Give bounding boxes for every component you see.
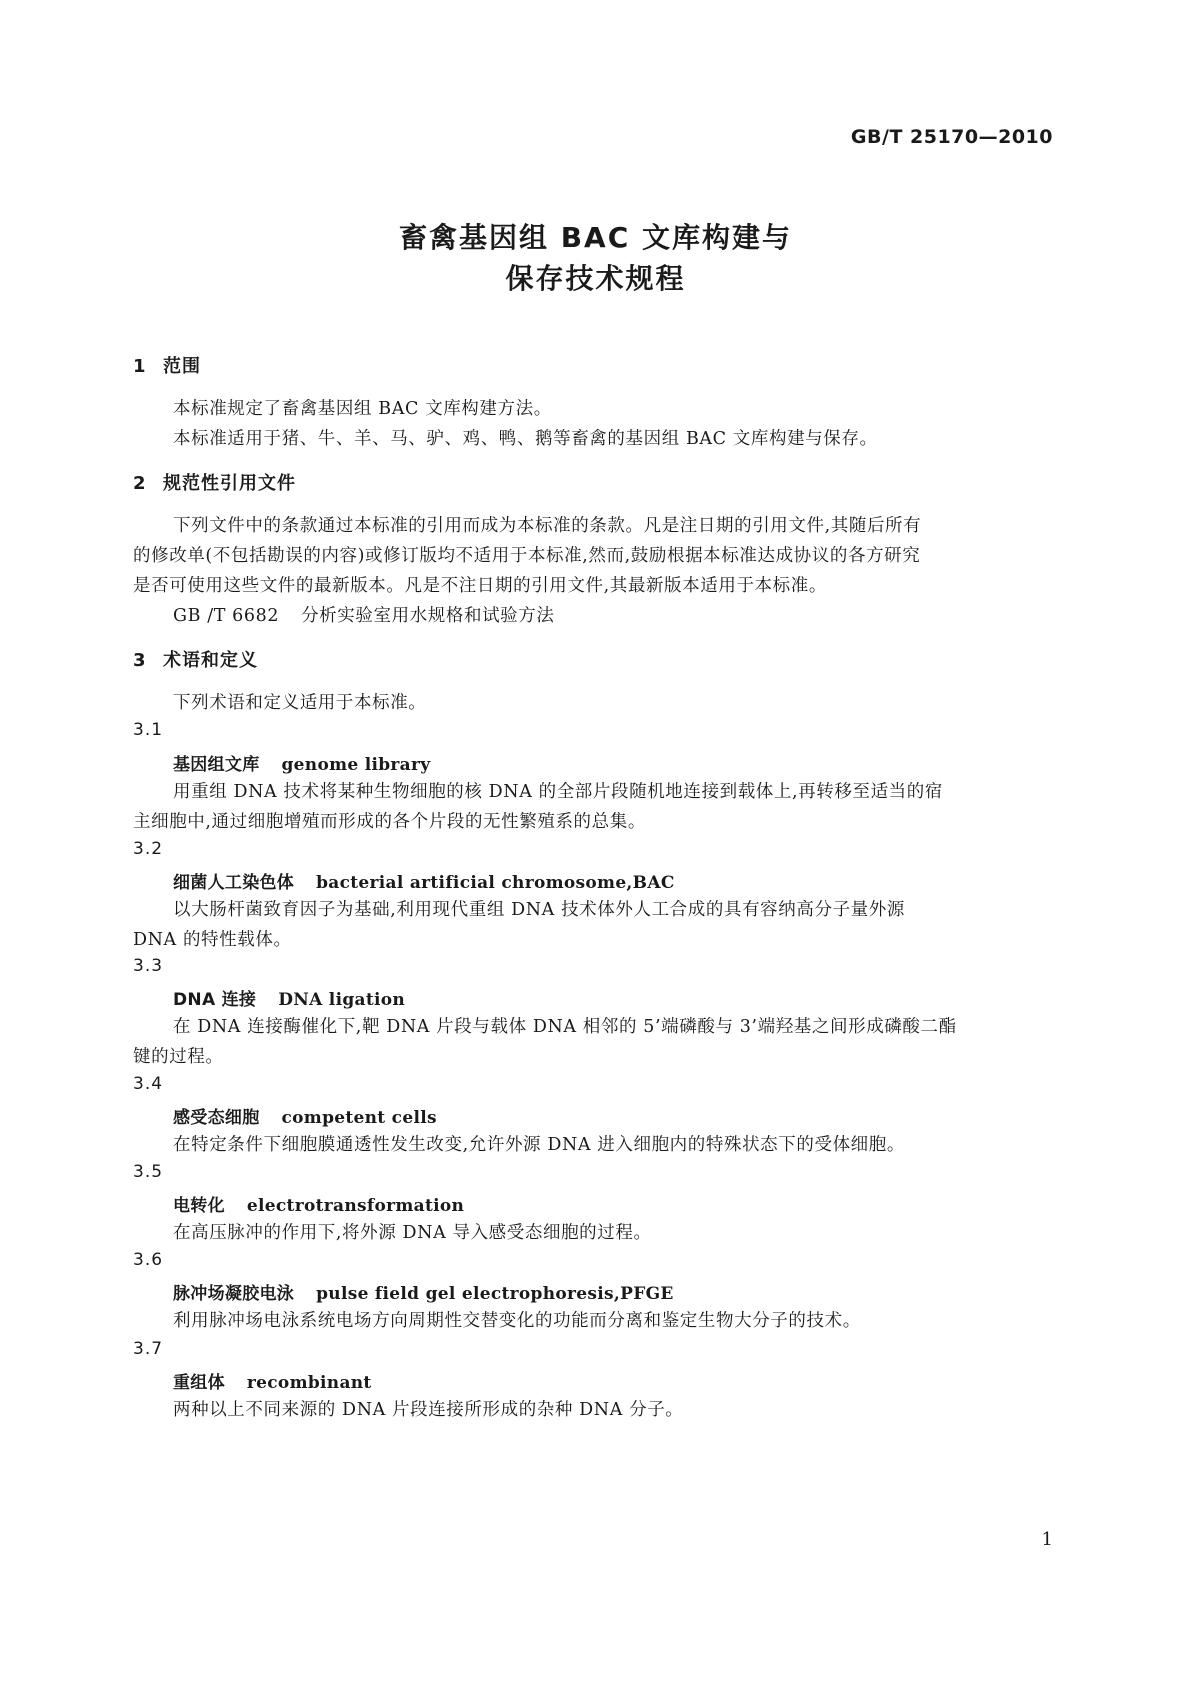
- paragraph: 本标准规定了畜禽基因组 BAC 文库构建方法。: [173, 399, 552, 419]
- section-title: 术语和定义: [163, 650, 258, 671]
- paragraph-line: 的修改单(不包括勘误的内容)或修订版均不适用于本标准,然而,鼓励根据本标准达成协议的各方研究: [133, 546, 921, 566]
- clause-number: 3.4: [133, 1074, 164, 1094]
- section-number: 2: [133, 473, 147, 494]
- normative-reference: [173, 602, 554, 627]
- definition-line: 在高压脉冲的作用下,将外源 DNA 导入感受态细胞的过程。: [173, 1223, 652, 1243]
- clause-number: 3.7: [133, 1339, 164, 1359]
- term-zh: 基因组文库: [173, 755, 260, 775]
- definition-line: DNA 的特性载体。: [133, 930, 292, 950]
- term-zh: DNA 连接: [173, 990, 257, 1010]
- section-number: 3: [133, 650, 147, 671]
- section-2-heading: [133, 469, 296, 495]
- definition-line: 两种以上不同来源的 DNA 片段连接所形成的杂种 DNA 分子。: [173, 1400, 684, 1420]
- page-number: 1: [1041, 1529, 1053, 1550]
- definition-line: 以大肠杆菌致育因子为基础,利用现代重组 DNA 技术体外人工合成的具有容纳高分子量外源: [173, 900, 905, 920]
- clause-number: 3.6: [133, 1250, 164, 1270]
- definition-line: 用重组 DNA 技术将某种生物细胞的核 DNA 的全部片段随机地连接到载体上,再转移至适当的宿: [173, 782, 943, 802]
- paragraph-line: 是否可使用这些文件的最新版本。凡是不注日期的引用文件,其最新版本适用于本标准。: [133, 576, 827, 596]
- term-zh: 细菌人工染色体: [173, 873, 295, 893]
- paragraph-line: 下列文件中的条款通过本标准的引用而成为本标准的条款。凡是注日期的引用文件,其随后所有: [173, 516, 922, 536]
- term-en: DNA ligation: [278, 990, 406, 1010]
- term-en: pulse field gel electrophoresis,PFGE: [316, 1284, 674, 1304]
- definition-line: 主细胞中,通过细胞增殖而形成的各个片段的无性繁殖系的总集。: [133, 812, 646, 832]
- definition-line: 在 DNA 连接酶催化下,靶 DNA 片段与载体 DNA 相邻的 5’端磷酸与 3’端羟基之间形成磷酸二酯: [173, 1017, 957, 1037]
- section-number: 1: [133, 356, 147, 377]
- section-1-heading: [133, 352, 201, 378]
- term-en: competent cells: [281, 1108, 437, 1128]
- document-title-line1: 畜禽基因组 BAC 文库构建与: [398, 221, 793, 254]
- term-heading: [173, 750, 430, 775]
- term-heading: [173, 985, 405, 1010]
- term-zh: 脉冲场凝胶电泳: [173, 1284, 295, 1304]
- term-heading: [173, 868, 675, 893]
- section-3-heading: [133, 646, 258, 672]
- paragraph: 本标准适用于猪、牛、羊、马、驴、鸡、鸭、鹅等畜禽的基因组 BAC 文库构建与保存。: [173, 429, 878, 449]
- clause-number: 3.2: [133, 839, 164, 859]
- clause-number: 3.3: [133, 956, 164, 976]
- reference-code: GB /T 6682: [173, 606, 280, 626]
- definition-line: 利用脉冲场电泳系统电场方向周期性交替变化的功能而分离和鉴定生物大分子的技术。: [173, 1311, 861, 1331]
- clause-number: 3.5: [133, 1162, 164, 1182]
- term-heading: [173, 1279, 674, 1304]
- section-title: 规范性引用文件: [163, 473, 296, 494]
- term-heading: [173, 1103, 437, 1128]
- clause-number: 3.1: [133, 720, 164, 740]
- definition-line: 键的过程。: [133, 1047, 224, 1067]
- paragraph: 下列术语和定义适用于本标准。: [173, 693, 427, 713]
- term-heading: [173, 1368, 372, 1393]
- term-en: recombinant: [246, 1373, 372, 1393]
- term-en: genome library: [281, 755, 431, 775]
- standard-code: GB/T 25170—2010: [850, 126, 1053, 148]
- term-zh: 感受态细胞: [173, 1108, 260, 1128]
- term-en: bacterial artificial chromosome,BAC: [316, 873, 675, 893]
- document-title-line2: 保存技术规程: [505, 262, 686, 295]
- term-heading: [173, 1191, 464, 1216]
- term-zh: 重组体: [173, 1373, 225, 1393]
- reference-title: 分析实验室用水规格和试验方法: [301, 606, 555, 626]
- definition-line: 在特定条件下细胞膜通透性发生改变,允许外源 DNA 进入细胞内的特殊状态下的受体细胞。: [173, 1135, 905, 1155]
- term-zh: 电转化: [173, 1196, 225, 1216]
- term-en: electrotransformation: [246, 1196, 465, 1216]
- section-title: 范围: [163, 356, 201, 377]
